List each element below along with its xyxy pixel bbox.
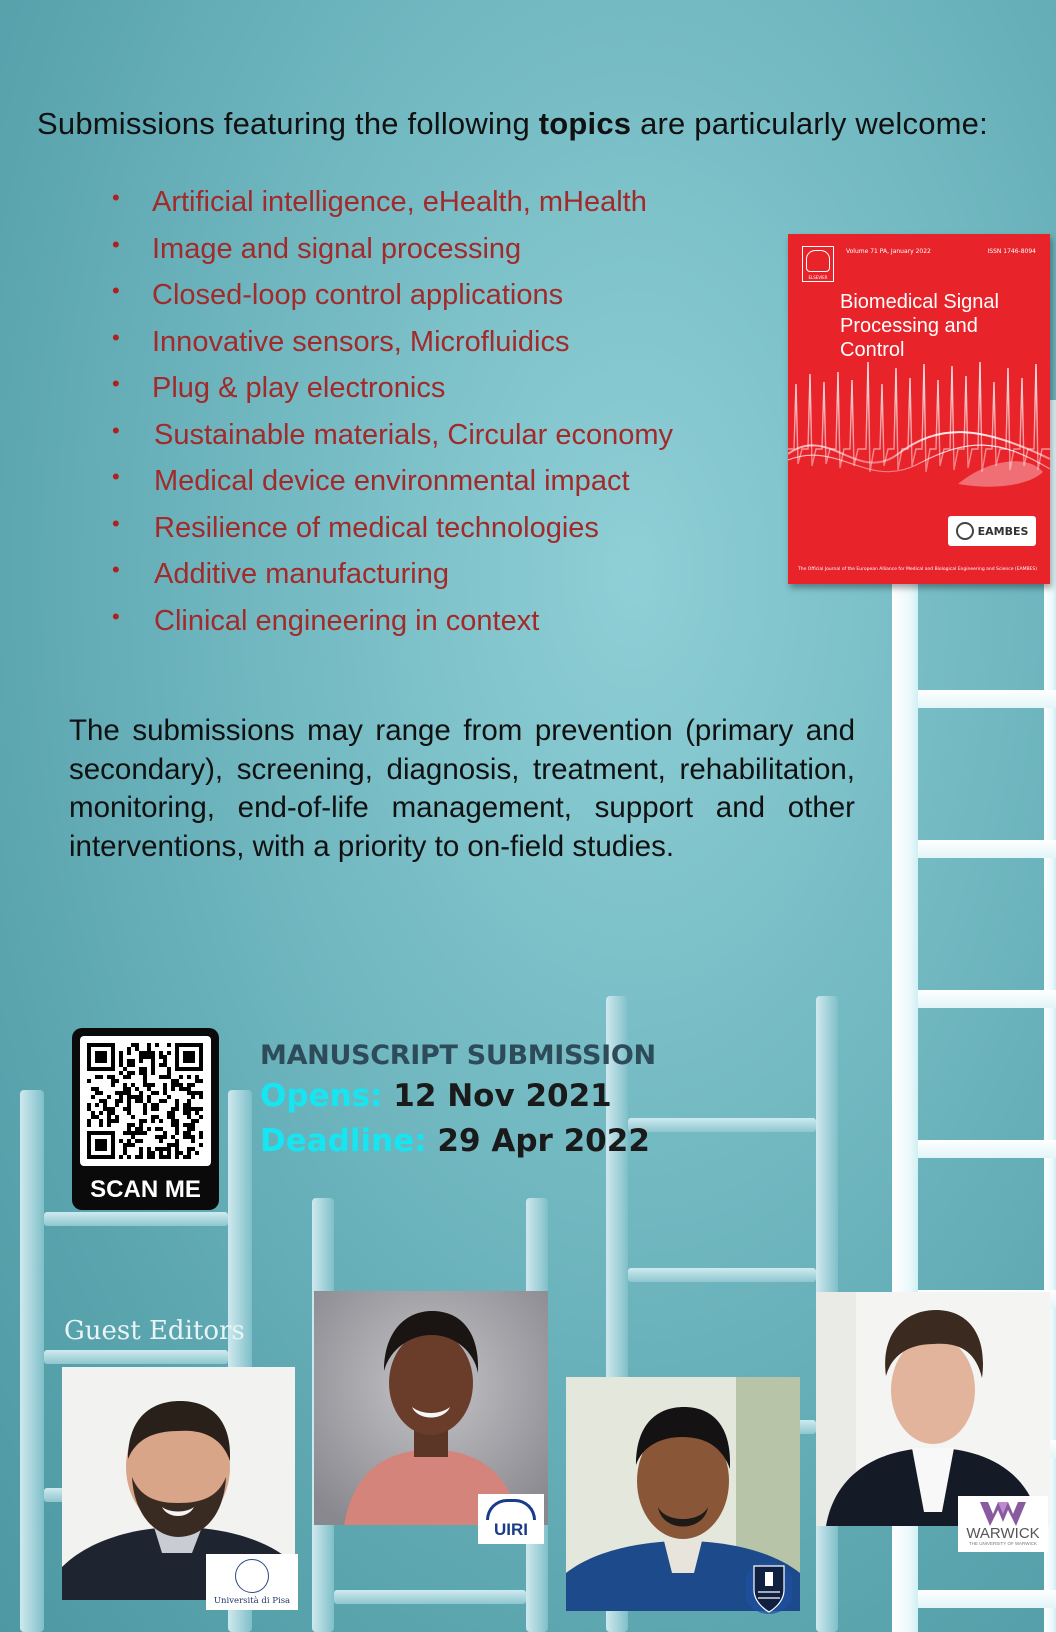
deadline-label: Deadline [260, 1123, 415, 1159]
topics-list [112, 186, 673, 651]
guest-editors-heading: Guest Editors [64, 1316, 245, 1346]
deadline-row: Deadline: 29 Apr 2022 [260, 1123, 650, 1159]
scan-me-label: SCAN ME [90, 1176, 201, 1203]
eambes-icon [956, 522, 974, 540]
topic-item: • Sustainable materials, Circular economy [112, 419, 673, 466]
cover-signal-graphic [788, 354, 1050, 504]
university-of-pisa-logo: Università di Pisa [206, 1554, 298, 1610]
topic-item: • Clinical engineering in context [112, 605, 673, 652]
topic-item: • Additive manufacturing [112, 558, 673, 605]
cover-volume: Volume 71 PA, January 2022 [846, 248, 931, 255]
cover-issn: ISSN 1746-8094 [987, 248, 1036, 255]
uiri-arch-icon [486, 1499, 536, 1520]
eambes-badge: EAMBES [948, 516, 1036, 546]
description-paragraph: The submissions may range from prevention (primary and secondary), screening, diagnosis, treatment, rehabilitation, monitoring, end-of-life management, support and other interventions, with a priority to on-field studies. [69, 714, 855, 863]
topic-item: • Artificial intelligence, eHealth, mHealth [112, 186, 673, 233]
topic-item: • Image and signal processing [112, 233, 673, 280]
topic-item: • Closed-loop control applications [112, 279, 673, 326]
journal-cover [788, 234, 1050, 584]
deadline-date: 29 Apr 2022 [437, 1123, 650, 1159]
warwick-w-icon [980, 1502, 1026, 1526]
editor-photo-2 [314, 1291, 548, 1525]
opens-label: Opens: [260, 1078, 383, 1114]
intro-bold-word: topics [538, 106, 632, 141]
topic-item: • Innovative sensors, Microfluidics [112, 326, 673, 373]
editor-photo-4 [816, 1292, 1050, 1526]
opens-date: 12 Nov 2021 [393, 1078, 612, 1114]
topic-item: • Medical device environmental impact [112, 465, 673, 512]
uct-logo [738, 1558, 800, 1618]
qr-code[interactable] [80, 1036, 211, 1166]
pisa-seal-icon [235, 1559, 269, 1593]
qr-code-card[interactable] [72, 1028, 219, 1210]
opens-row [260, 1078, 612, 1114]
intro-prefix: Submissions featuring the following [37, 106, 539, 141]
submission-heading: MANUSCRIPT SUBMISSION [260, 1040, 656, 1071]
cover-footer: The Official Journal of the European Alliance for Medical and Biological Engineering and Science (EAMBES) [798, 567, 1038, 572]
cover-title: Biomedical Signal Processing and Control [840, 291, 999, 361]
elsevier-logo: ELSEVIER [802, 246, 834, 282]
topic-item: • Resilience of medical technologies [112, 512, 673, 559]
intro-heading [37, 106, 988, 142]
intro-suffix: are particularly welcome: [631, 106, 988, 141]
topic-item: • Plug & play electronics [112, 372, 673, 419]
uct-shield-icon [746, 1560, 792, 1616]
uiri-logo: UIRI [478, 1494, 544, 1544]
warwick-logo: WARWICK THE UNIVERSITY OF WARWICK [958, 1496, 1048, 1552]
